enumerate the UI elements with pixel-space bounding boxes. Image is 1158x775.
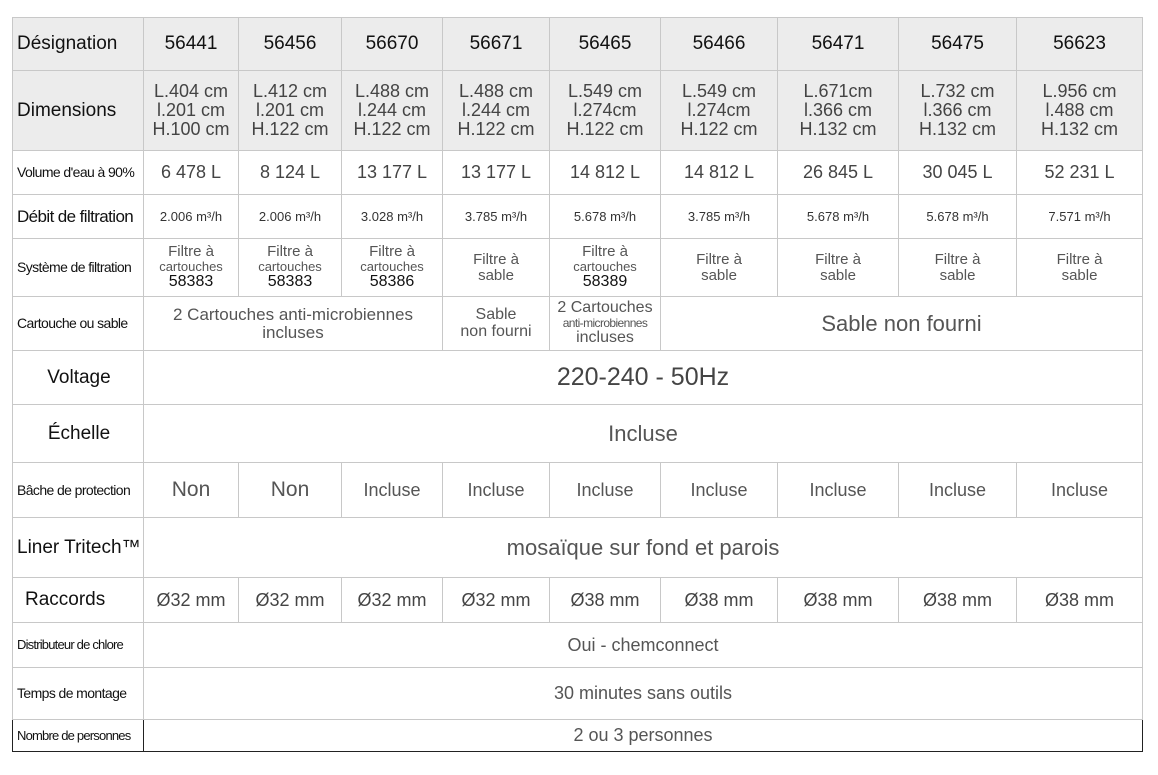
- debit-cell: 5.678 m³/h: [550, 195, 661, 239]
- filter-cell: Filtre à cartouches 58383: [144, 239, 239, 297]
- fitting-cell: Ø32 mm: [342, 578, 443, 623]
- volume-cell: 13 177 L: [342, 151, 443, 195]
- model-number: 56465: [550, 18, 661, 71]
- volume-cell: 30 045 L: [899, 151, 1017, 195]
- cover-cell: Non: [239, 463, 342, 518]
- row-label: Cartouche ou sable: [13, 297, 144, 351]
- debit-cell: 3.028 m³/h: [342, 195, 443, 239]
- cover-cell: Incluse: [550, 463, 661, 518]
- volume-cell: 26 845 L: [778, 151, 899, 195]
- cover-cell: Non: [144, 463, 239, 518]
- fitting-cell: Ø38 mm: [778, 578, 899, 623]
- debit-cell: 3.785 m³/h: [443, 195, 550, 239]
- fitting-cell: Ø38 mm: [661, 578, 778, 623]
- row-personnes: [13, 720, 1143, 752]
- dimension-cell: L.412 cm l.201 cm H.122 cm: [239, 71, 342, 151]
- dimension-cell: L.488 cm l.244 cm H.122 cm: [443, 71, 550, 151]
- cartridge-cell: Sable non fourni: [443, 297, 550, 351]
- row-label: Dimensions: [13, 71, 144, 151]
- row-volume: [13, 151, 1143, 195]
- row-label: Désignation: [13, 18, 144, 71]
- voltage-value: 220-240 - 50Hz: [144, 351, 1143, 405]
- chlorine-value: Oui - chemconnect: [144, 623, 1143, 668]
- model-number: 56671: [443, 18, 550, 71]
- dimension-cell: L.732 cm l.366 cm H.132 cm: [899, 71, 1017, 151]
- cover-cell: Incluse: [443, 463, 550, 518]
- sand-cell: Sable non fourni: [661, 297, 1143, 351]
- fitting-cell: Ø38 mm: [899, 578, 1017, 623]
- cover-cell: Incluse: [661, 463, 778, 518]
- fitting-cell: Ø38 mm: [1017, 578, 1143, 623]
- debit-cell: 2.006 m³/h: [144, 195, 239, 239]
- volume-cell: 52 231 L: [1017, 151, 1143, 195]
- dimension-cell: L.956 cm l.488 cm H.132 cm: [1017, 71, 1143, 151]
- debit-cell: 5.678 m³/h: [778, 195, 899, 239]
- row-label: Nombre de personnes: [13, 720, 144, 752]
- fitting-cell: Ø32 mm: [144, 578, 239, 623]
- model-number: 56670: [342, 18, 443, 71]
- filter-cell: Filtre à cartouches 58383: [239, 239, 342, 297]
- row-label: Temps de montage: [13, 668, 144, 720]
- fitting-cell: Ø32 mm: [239, 578, 342, 623]
- volume-cell: 14 812 L: [661, 151, 778, 195]
- filter-cell: Filtre à sable: [661, 239, 778, 297]
- row-echelle: [13, 405, 1143, 463]
- cover-cell: Incluse: [342, 463, 443, 518]
- row-label: Système de filtration: [13, 239, 144, 297]
- row-label: Bâche de protection: [13, 463, 144, 518]
- filter-cell: Filtre à sable: [899, 239, 1017, 297]
- ladder-value: Incluse: [144, 405, 1143, 463]
- filter-cell: Filtre à sable: [778, 239, 899, 297]
- debit-cell: 5.678 m³/h: [899, 195, 1017, 239]
- model-number: 56471: [778, 18, 899, 71]
- row-label: Débit de filtration: [13, 195, 144, 239]
- row-montage: [13, 668, 1143, 720]
- row-liner: [13, 518, 1143, 578]
- row-label: Liner Tritech™: [13, 518, 144, 578]
- model-number: 56466: [661, 18, 778, 71]
- assembly-value: 30 minutes sans outils: [144, 668, 1143, 720]
- row-label: Voltage: [13, 351, 144, 405]
- debit-cell: 7.571 m³/h: [1017, 195, 1143, 239]
- row-systeme: [13, 239, 1143, 297]
- row-dimensions: [13, 71, 1143, 151]
- persons-value: 2 ou 3 personnes: [144, 720, 1143, 752]
- liner-value: mosaïque sur fond et parois: [144, 518, 1143, 578]
- filter-cell: Filtre à sable: [1017, 239, 1143, 297]
- volume-cell: 8 124 L: [239, 151, 342, 195]
- filter-cell: Filtre à sable: [443, 239, 550, 297]
- row-label: Raccords: [13, 578, 144, 623]
- cover-cell: Incluse: [899, 463, 1017, 518]
- model-number: 56475: [899, 18, 1017, 71]
- model-number: 56441: [144, 18, 239, 71]
- cover-cell: Incluse: [1017, 463, 1143, 518]
- pool-spec-table: [12, 17, 1143, 752]
- row-voltage: [13, 351, 1143, 405]
- cartridge-cell: 2 Cartouches anti-microbiennes incluses: [144, 297, 443, 351]
- row-debit: [13, 195, 1143, 239]
- row-designation: [13, 18, 1143, 71]
- row-cartouche: [13, 297, 1143, 351]
- debit-cell: 2.006 m³/h: [239, 195, 342, 239]
- dimension-cell: L.671cm l.366 cm H.132 cm: [778, 71, 899, 151]
- filter-cell: Filtre à cartouches 58386: [342, 239, 443, 297]
- row-label: Distributeur de chlore: [13, 623, 144, 668]
- row-label: Volume d'eau à 90%: [13, 151, 144, 195]
- row-label: Échelle: [13, 405, 144, 463]
- row-bache: [13, 463, 1143, 518]
- row-distributeur: [13, 623, 1143, 668]
- volume-cell: 6 478 L: [144, 151, 239, 195]
- dimension-cell: L.488 cm l.244 cm H.122 cm: [342, 71, 443, 151]
- filter-cell: Filtre à cartouches 58389: [550, 239, 661, 297]
- model-number: 56623: [1017, 18, 1143, 71]
- cartridge-cell: 2 Cartouches anti-microbiennes incluses: [550, 297, 661, 351]
- row-raccords: [13, 578, 1143, 623]
- cover-cell: Incluse: [778, 463, 899, 518]
- debit-cell: 3.785 m³/h: [661, 195, 778, 239]
- fitting-cell: Ø38 mm: [550, 578, 661, 623]
- dimension-cell: L.549 cm l.274cm H.122 cm: [550, 71, 661, 151]
- dimension-cell: L.404 cm l.201 cm H.100 cm: [144, 71, 239, 151]
- volume-cell: 13 177 L: [443, 151, 550, 195]
- model-number: 56456: [239, 18, 342, 71]
- dimension-cell: L.549 cm l.274cm H.122 cm: [661, 71, 778, 151]
- fitting-cell: Ø32 mm: [443, 578, 550, 623]
- volume-cell: 14 812 L: [550, 151, 661, 195]
